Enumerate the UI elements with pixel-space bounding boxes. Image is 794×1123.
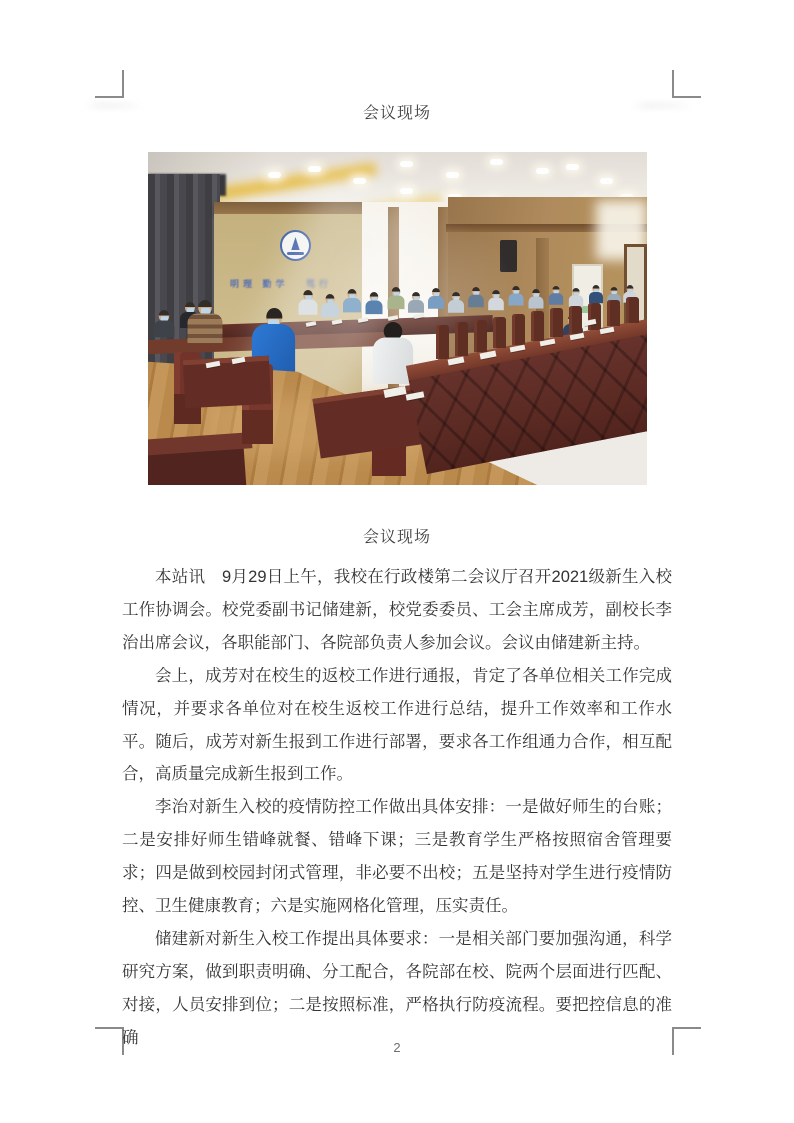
chair-back	[436, 325, 449, 359]
person-torso	[589, 292, 603, 303]
person-torso	[428, 296, 444, 309]
person-torso	[187, 314, 222, 344]
chair-back	[569, 306, 582, 334]
chair-back	[531, 311, 544, 341]
crop-mark-top-right	[672, 70, 701, 98]
person-figure	[529, 289, 544, 309]
person-torso	[569, 295, 583, 307]
person-torso	[321, 303, 339, 317]
person-torso	[488, 298, 504, 310]
photo-caption-top: 会议现场	[362, 105, 431, 122]
ceiling-light-icon	[400, 161, 413, 167]
paragraph-2: 会上，成芳对在校生的返校工作进行通报，肯定了各单位相关工作完成情况，并要求各单位对在校生返校工作进行总结，提升工作效率和工作水平。随后，成芳对新生报到工作进行部署，要求各工作组通力合作，相互配合，高质量完成新生报到工作。	[122, 666, 672, 784]
ceiling-light-icon	[490, 159, 503, 165]
person-torso	[549, 293, 563, 305]
person-figure	[428, 288, 444, 309]
paragraph-4: 储建新对新生入校工作提出具体要求：一是相关部门要加强沟通，科学研究方案，做到职责明确、分工配合，各院部在校、院两个层面进行匹配、对接，人员安排到位；二是按照标准，严格执行防疫流程。要把控信息的准确	[122, 929, 672, 1047]
person-torso	[448, 300, 464, 313]
wall-slogan-blurred: 笃行	[306, 279, 333, 289]
chair-back	[493, 317, 506, 348]
person-torso	[529, 297, 544, 309]
person-figure	[408, 292, 424, 313]
photo-caption-bottom: 会议现场	[362, 529, 431, 546]
person-figure	[549, 286, 563, 305]
person-torso	[388, 296, 405, 310]
article-body	[122, 561, 672, 1055]
chair-back	[474, 320, 487, 352]
person-figure	[488, 290, 504, 310]
person-figure	[448, 292, 464, 313]
person-figure	[569, 288, 583, 307]
ceiling-light-icon	[536, 168, 549, 174]
person-figure-plaid	[187, 300, 222, 343]
person-head	[266, 308, 282, 326]
person-figure	[321, 294, 339, 317]
person-figure	[299, 290, 318, 315]
chair-back	[607, 300, 620, 326]
person-torso	[509, 294, 524, 306]
ceiling-light-icon	[268, 172, 281, 178]
person-torso	[154, 321, 175, 338]
chair-back	[550, 308, 563, 337]
ceiling-light-icon	[600, 178, 613, 184]
person-torso	[373, 338, 413, 385]
person-torso	[366, 301, 383, 315]
ceiling-light-icon	[400, 188, 413, 194]
desk	[183, 356, 271, 408]
page-number: 2	[393, 1040, 401, 1055]
person-torso	[408, 300, 424, 313]
chair-back	[455, 322, 468, 355]
paragraph-1: 本站讯 9月29日上午，我校在行政楼第二会议厅召开2021级新生入校工作协调会。校党委副书记储建新，校党委委员、工会主席成芳，副校长李治出席会议，各职能部门、各院部负责人参加会议。会议由储建新主持。	[122, 568, 672, 652]
person-torso	[299, 300, 318, 315]
person-figure	[343, 289, 361, 312]
wall-slogan: 明理 勤学	[230, 279, 289, 289]
ceiling-light-icon	[446, 172, 459, 178]
chair-back	[512, 314, 525, 345]
chair-back	[626, 297, 639, 323]
person-figure	[366, 292, 383, 314]
crop-mark-top-left	[95, 70, 124, 98]
person-figure	[388, 287, 405, 309]
person-figure	[468, 287, 484, 307]
person-figure	[154, 310, 175, 337]
ceiling-light-icon	[353, 178, 366, 184]
person-torso	[468, 295, 484, 307]
ceiling-light-icon	[566, 164, 579, 170]
chair-back	[588, 303, 601, 330]
person-torso	[343, 298, 361, 312]
person-figure	[509, 286, 524, 306]
meeting-photo	[148, 152, 647, 485]
ceiling-light-icon	[308, 166, 321, 172]
person-figure	[589, 285, 603, 303]
paragraph-3: 李治对新生入校的疫情防控工作做出具体安排：一是做好师生的台账；二是安排好师生错峰就餐、错峰下课；三是教育学生严格按照宿舍管理要求；四是做到校园封闭式管理，非必要不出校；五是坚持对学生进行疫情防控、卫生健康教育；六是实施网格化管理，压实责任。	[122, 798, 672, 916]
